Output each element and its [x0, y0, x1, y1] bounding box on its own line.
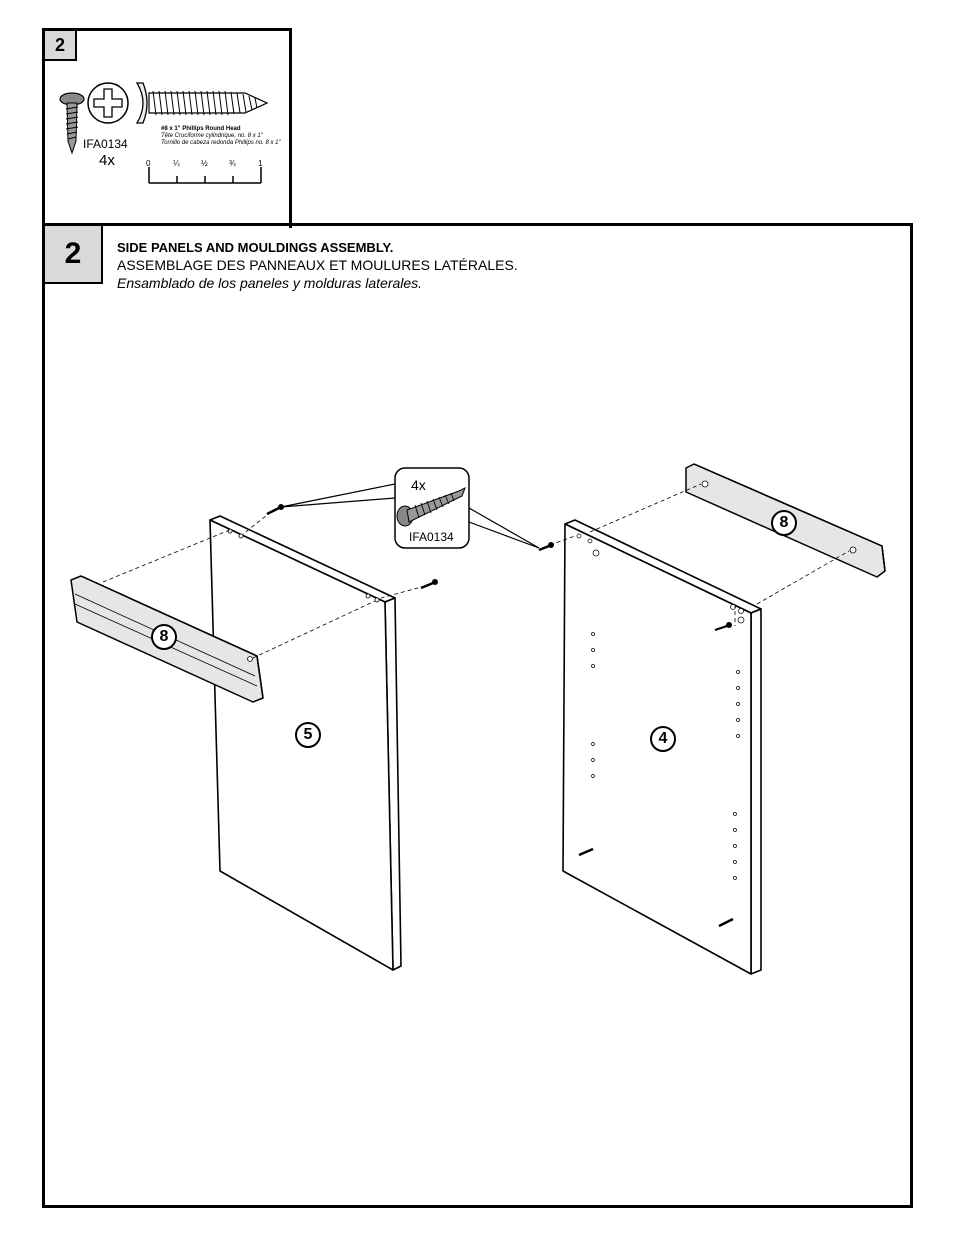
- title-french: ASSEMBLAGE DES PANNEAUX ET MOULURES LATÉRALES.: [117, 257, 518, 273]
- screw-code: IFA0134: [83, 137, 128, 151]
- ruler-label-half: ½: [201, 159, 208, 168]
- label-panel-right: 4: [650, 726, 676, 752]
- ruler-label-0: 0: [146, 159, 151, 168]
- label-moulding-right: 8: [771, 510, 797, 536]
- screw-spec: [161, 126, 281, 147]
- screw-quantity: 4x: [99, 152, 115, 169]
- spec-spanish: Tornillo de cabeza redonda Phillips no. 8 x 1": [161, 140, 281, 146]
- label-moulding-left: 8: [151, 624, 177, 650]
- screw-profile-icon: [137, 83, 267, 123]
- step-number: 2: [45, 226, 103, 284]
- parts-step-number: 2: [45, 31, 77, 61]
- callout-code: IFA0134: [409, 530, 454, 544]
- screw-vertical-icon: [60, 93, 84, 153]
- spec-french: Tête Cruciforme cylindrique, no. 8 x 1": [161, 133, 263, 139]
- parts-box: [42, 28, 292, 228]
- screw-left-bottom-icon: [421, 580, 438, 589]
- spec-english: #8 x 1" Phillips Round Head: [161, 126, 241, 132]
- step-box: [42, 223, 913, 1208]
- assembly-drawing: [45, 226, 910, 1205]
- screw-left-top-icon: [267, 505, 284, 515]
- ruler-label-1: 1: [258, 159, 263, 168]
- phillips-head-icon: [88, 83, 128, 123]
- label-panel-left: 5: [295, 722, 321, 748]
- ruler-label-quarter: ¼: [173, 159, 180, 168]
- screw-right-top-icon: [539, 543, 554, 551]
- title-english: SIDE PANELS AND MOULDINGS ASSEMBLY.: [117, 240, 394, 255]
- callout-quantity: 4x: [411, 477, 426, 493]
- title-spanish: Ensamblado de los paneles y molduras laterales.: [117, 275, 423, 291]
- ruler-label-three-quarter: ¾: [229, 159, 236, 168]
- inch-ruler: [149, 167, 261, 183]
